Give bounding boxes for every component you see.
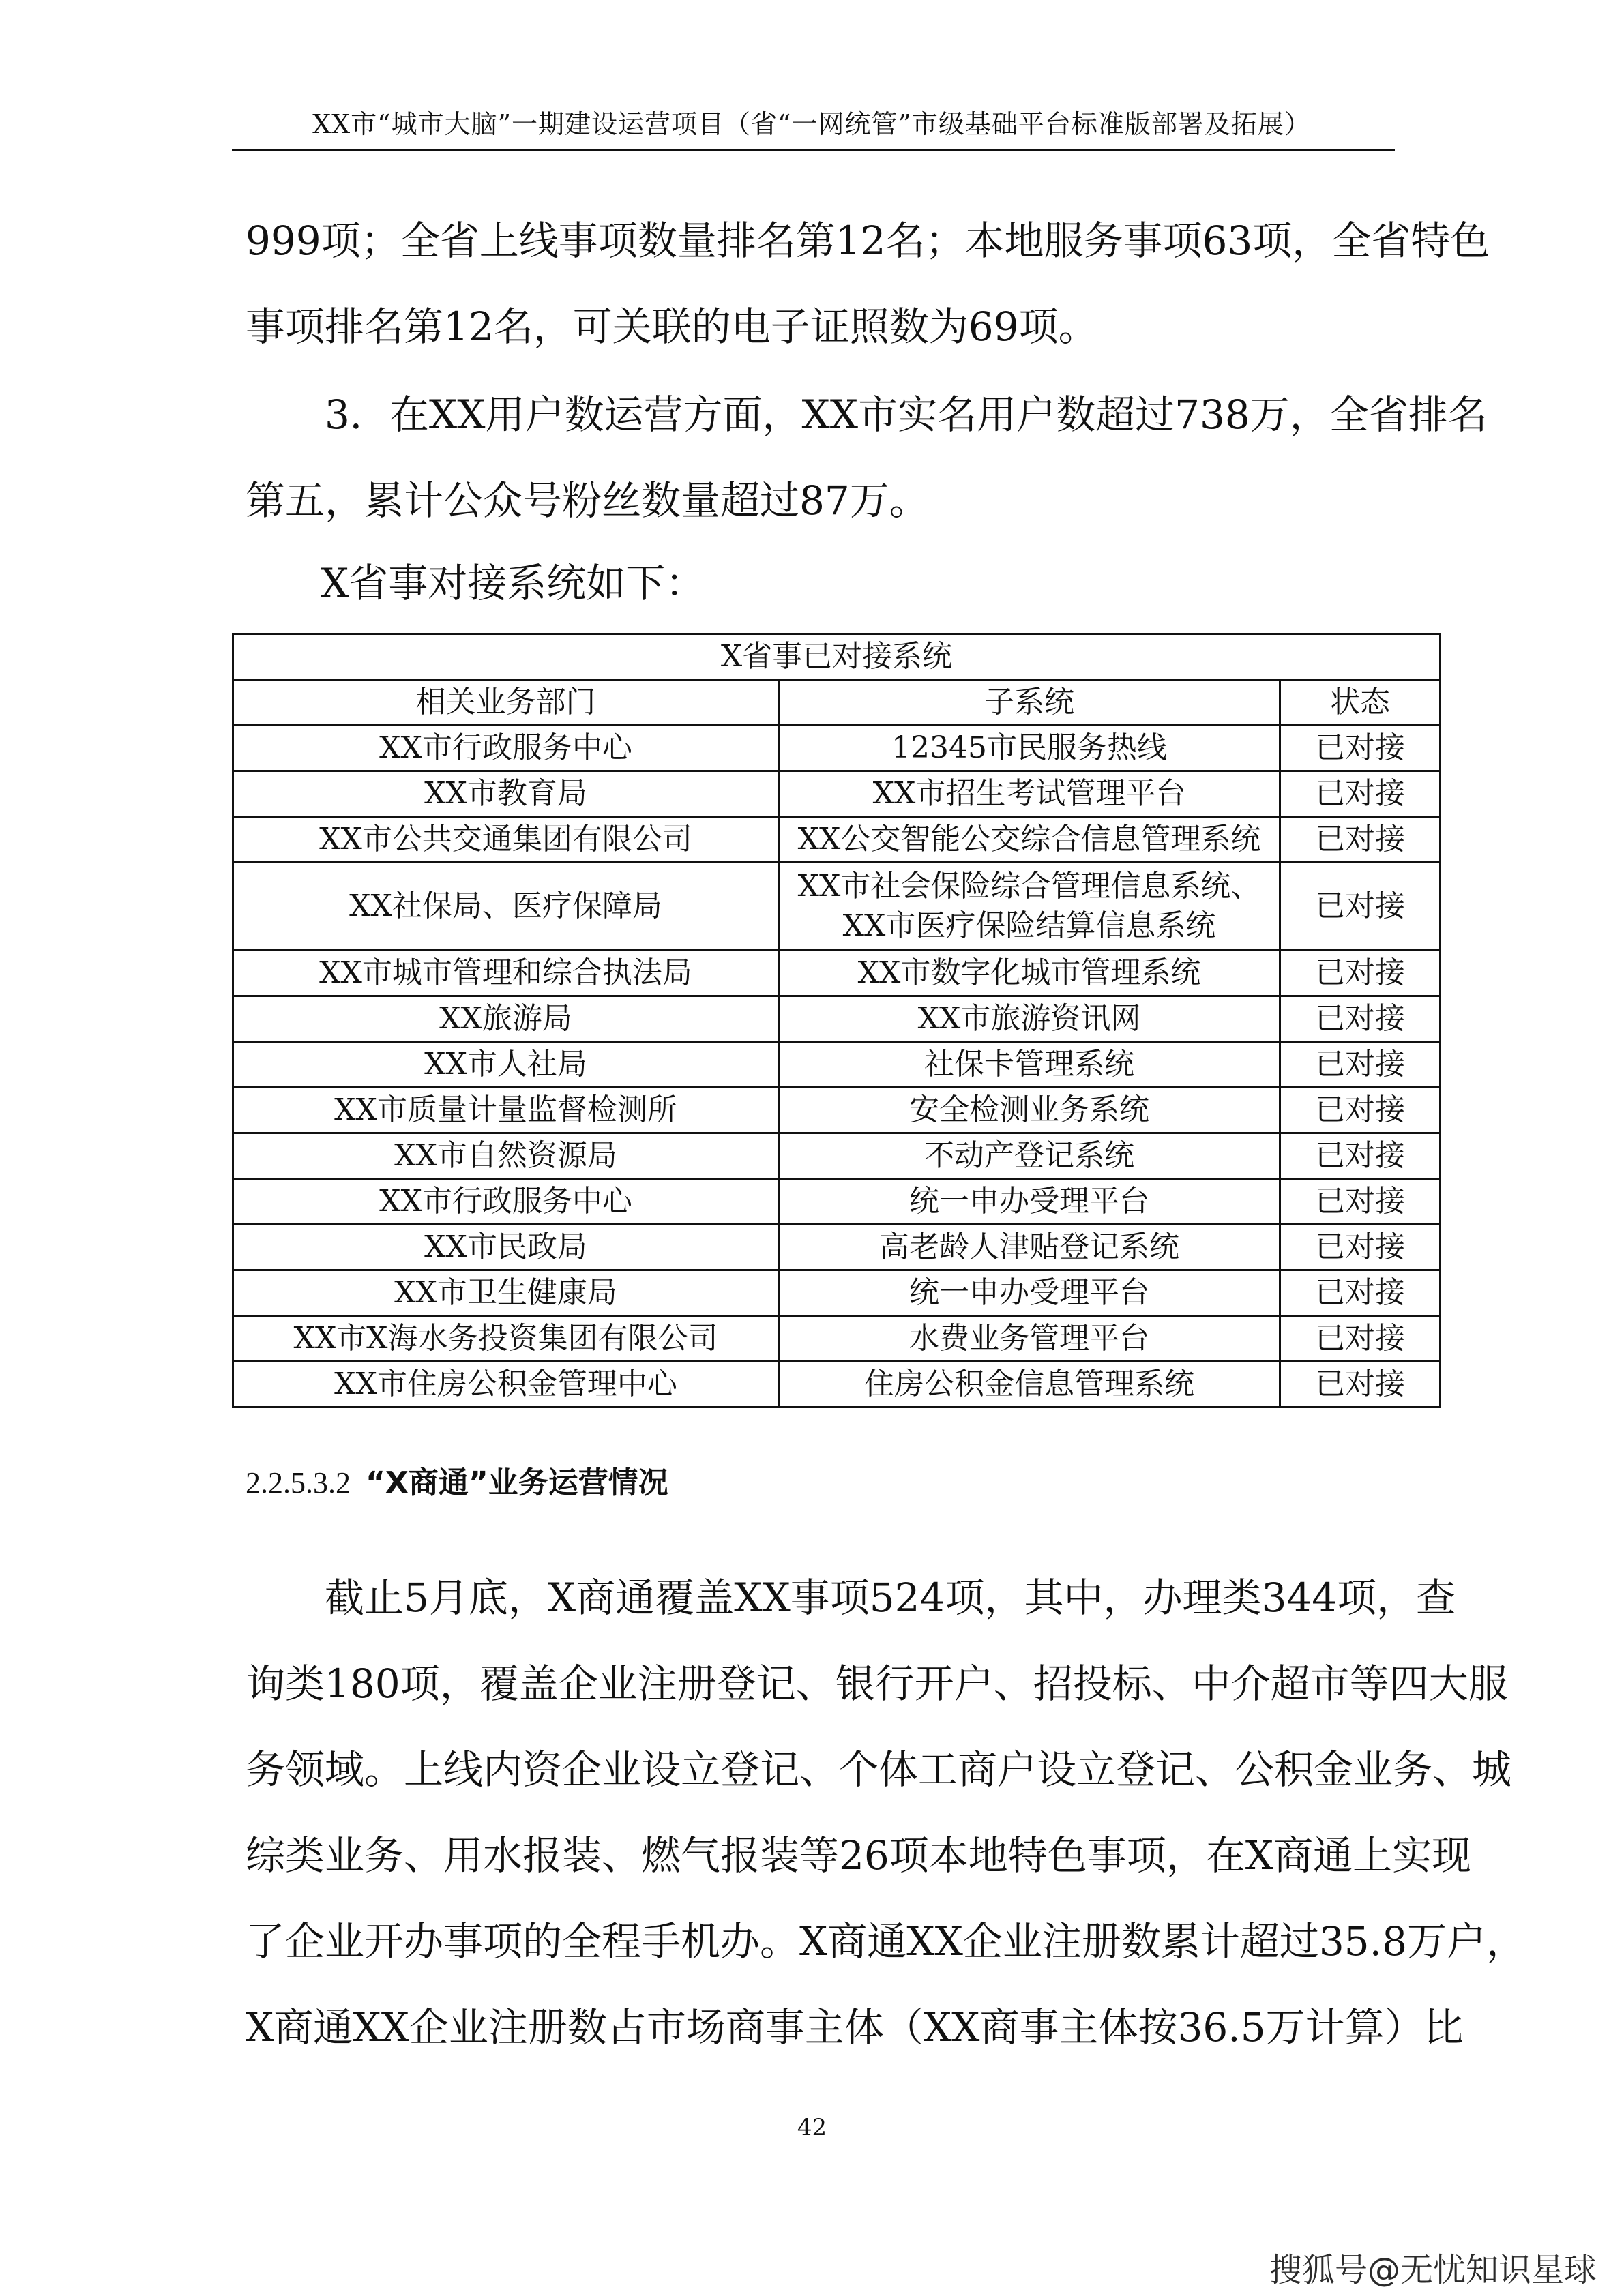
cell-department: XX市公共交通集团有限公司: [233, 817, 779, 863]
table-row: [233, 1133, 1441, 1179]
cell-department: XX市住房公积金管理中心: [233, 1362, 779, 1407]
cell-status: 已对接: [1280, 817, 1441, 863]
cell-department: XX市教育局: [233, 771, 779, 817]
cell-department: XX市行政服务中心: [233, 726, 779, 771]
page-number: 42: [797, 2114, 827, 2141]
section-title: “X商通”业务运营情况: [366, 1465, 668, 1500]
cell-subsystem: 统一申办受理平台: [779, 1270, 1280, 1316]
cell-department: XX市城市管理和综合执法局: [233, 951, 779, 996]
cell-subsystem: 安全检测业务系统: [779, 1088, 1280, 1133]
header-department: 相关业务部门: [233, 680, 779, 726]
cell-department: XX旅游局: [233, 996, 779, 1042]
header-subsystem: 子系统: [779, 680, 1280, 726]
cell-status: 已对接: [1280, 1133, 1441, 1179]
paragraph-line: X商通XX企业注册数占市场商事主体（XX商事主体按36.5万计算）比: [246, 2004, 1464, 2051]
cell-subsystem: 水费业务管理平台: [779, 1316, 1280, 1362]
table-row: [233, 996, 1441, 1042]
header-rule: [232, 149, 1395, 151]
section-heading: [246, 1463, 668, 1504]
cell-department: XX市X海水务投资集团有限公司: [233, 1316, 779, 1362]
paragraph-line: 截止5月底，X商通覆盖XX事项524项，其中，办理类344项，查: [325, 1575, 1456, 1621]
cell-status: 已对接: [1280, 1179, 1441, 1225]
table-row: [233, 1362, 1441, 1407]
cell-status: 已对接: [1280, 726, 1441, 771]
cell-subsystem: XX市招生考试管理平台: [779, 771, 1280, 817]
cell-subsystem: 12345市民服务热线: [779, 726, 1280, 771]
table-title: X省事已对接系统: [233, 634, 1441, 680]
cell-department: XX市卫生健康局: [233, 1270, 779, 1316]
table-row: [233, 1179, 1441, 1225]
running-header: XX市“城市大脑”一期建设运营项目（省“一网统管”市级基础平台标准版部署及拓展）: [312, 109, 1311, 139]
cell-status: 已对接: [1280, 1270, 1441, 1316]
cell-department: XX市质量计量监督检测所: [233, 1088, 779, 1133]
paragraph-line: 询类180项，覆盖企业注册登记、银行开户、招投标、中介超市等四大服: [246, 1660, 1508, 1707]
cell-status: 已对接: [1280, 996, 1441, 1042]
cell-department: XX市行政服务中心: [233, 1179, 779, 1225]
cell-subsystem: 高老龄人津贴登记系统: [779, 1225, 1280, 1270]
cell-subsystem: 不动产登记系统: [779, 1133, 1280, 1179]
table-row: [233, 1088, 1441, 1133]
section-number: 2.2.5.3.2: [246, 1466, 351, 1500]
paragraph-line: 事项排名第12名，可关联的电子证照数为69项。: [246, 303, 1098, 350]
cell-status: 已对接: [1280, 951, 1441, 996]
subsystem-line: XX市医疗保险结算信息系统: [842, 908, 1216, 943]
cell-department: XX市人社局: [233, 1042, 779, 1088]
cell-status: 已对接: [1280, 771, 1441, 817]
table-header-row: [233, 680, 1441, 726]
table-row: [233, 771, 1441, 817]
table-row: [233, 1316, 1441, 1362]
cell-status: 已对接: [1280, 1316, 1441, 1362]
cell-subsystem: [779, 863, 1280, 951]
cell-status: 已对接: [1280, 863, 1441, 951]
cell-subsystem: XX公交智能公交综合信息管理系统: [779, 817, 1280, 863]
table-title-row: [233, 634, 1441, 680]
cell-subsystem: XX市旅游资讯网: [779, 996, 1280, 1042]
paragraph-line: 综类业务、用水报装、燃气报装等26项本地特色事项，在X商通上实现: [246, 1832, 1472, 1879]
cell-department: XX社保局、医疗保障局: [233, 863, 779, 951]
table-row: [233, 951, 1441, 996]
table-row: [233, 1225, 1441, 1270]
cell-subsystem: 统一申办受理平台: [779, 1179, 1280, 1225]
table-row: [233, 1042, 1441, 1088]
table-row: [233, 863, 1441, 951]
paragraph-line: 务领域。上线内资企业设立登记、个体工商户设立登记、公积金业务、城: [246, 1746, 1512, 1793]
paragraph-line: 了企业开办事项的全程手机办。X商通XX企业注册数累计超过35.8万户，: [246, 1918, 1526, 1965]
table-row: [233, 726, 1441, 771]
business-paragraph: [246, 1555, 1526, 2070]
cell-subsystem: XX市数字化城市管理系统: [779, 951, 1280, 996]
cell-department: XX市自然资源局: [233, 1133, 779, 1179]
table-caption: X省事对接系统如下：: [321, 560, 705, 606]
cell-subsystem: 社保卡管理系统: [779, 1042, 1280, 1088]
cell-status: 已对接: [1280, 1042, 1441, 1088]
header-status: 状态: [1280, 680, 1441, 726]
watermark: 搜狐号@无忧知识星球: [1269, 2251, 1597, 2289]
users-paragraph: [246, 372, 1488, 543]
paragraph-line: 第五，累计公众号粉丝数量超过87万。: [246, 477, 929, 524]
cell-status: 已对接: [1280, 1088, 1441, 1133]
cell-status: 已对接: [1280, 1362, 1441, 1407]
connected-systems-table: [232, 633, 1441, 1408]
subsystem-line: XX市社会保险综合管理信息系统、: [797, 869, 1261, 904]
paragraph-line: 999项；全省上线事项数量排名第12名；本地服务事项63项，全省特色: [246, 218, 1490, 264]
table-row: [233, 817, 1441, 863]
cell-department: XX市民政局: [233, 1225, 779, 1270]
paragraph-line: 3．在XX用户数运营方面，XX市实名用户数超过738万，全省排名: [325, 391, 1488, 438]
cell-subsystem: 住房公积金信息管理系统: [779, 1362, 1280, 1407]
intro-paragraph: [246, 198, 1490, 370]
cell-status: 已对接: [1280, 1225, 1441, 1270]
table-row: [233, 1270, 1441, 1316]
